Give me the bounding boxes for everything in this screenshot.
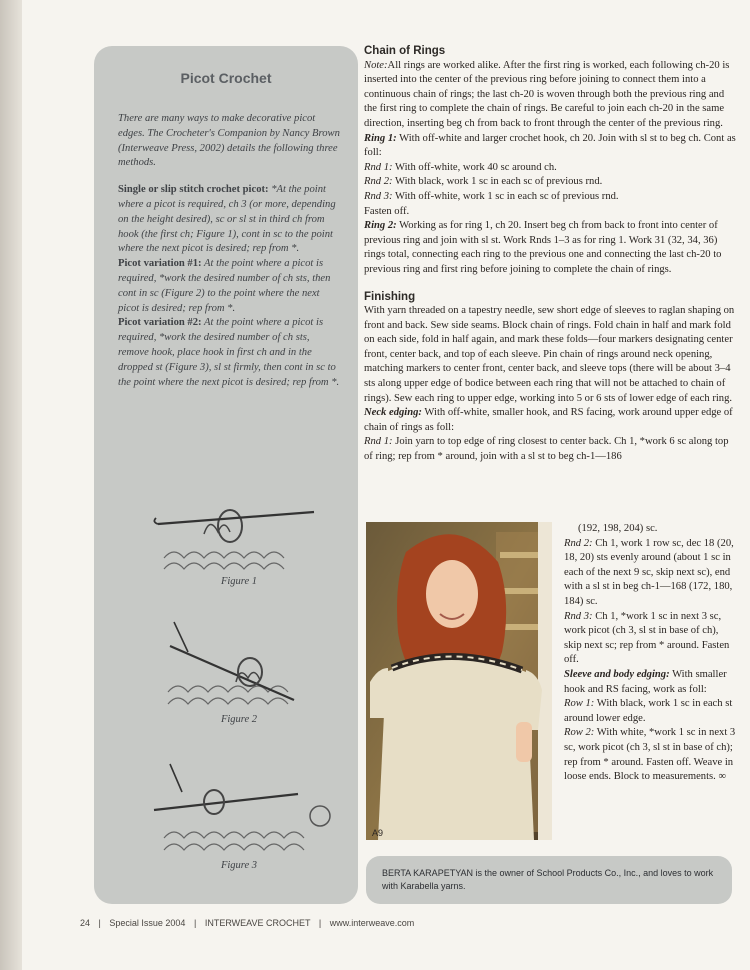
model-photo (366, 522, 552, 840)
end-mark-icon: ∞ (718, 771, 727, 783)
sidebar-intro: There are many ways to make decorative picot edges. The Crocheter's Companion by Nancy Brown (Interweave Press, 2002) details the following three methods. (118, 113, 340, 169)
figure-2-caption: Figure 2 (220, 714, 258, 725)
rnd-1-text: With off-white, work 40 sc around ch. (392, 161, 557, 173)
neck-rnd-1-text: Join yarn to top edge of ring closest to center back. Ch 1, *work 6 sc along top of ring; rep from * around, join with a sl st to beg ch-1—186 (364, 436, 729, 463)
row-2-text: With white, *work 1 sc in next 3 sc, work picot (ch 3, sl st in base of ch); rep from * around. Fasten off. Weave in loose ends. Block to measurements. (564, 727, 736, 783)
method-3-text: At the point where a picot is required, *work the desired number of ch sts, remove hook, place hook in first ch and in the dropped st (Figure 3), sl st firmly, then cont in sc to the point where the next picot is desired; rep from *. (118, 317, 340, 388)
figure-3-illustration (144, 758, 334, 858)
rnd-3 (364, 190, 738, 205)
rnd-1-label: Rnd 1: (364, 161, 393, 173)
row-1-label: Row 1: (564, 698, 595, 710)
finishing-heading: Finishing (364, 290, 416, 303)
method-1-text: *At the point where a picot is required, ch 3 (or more, depending on the height desired), sc or sl st in third ch from hook (the first ch; Figure 1), cont in sc to the point where the next picot is desired; rep from *. (118, 184, 336, 255)
sleeve-edging-label: Sleeve and body edging: (564, 668, 670, 680)
neck-rnd-2 (564, 537, 738, 610)
ring-1-text: With off-white and larger crochet hook, ch 20. Join with sl st to beg ch. Cont as foll: (364, 132, 736, 159)
neck-rnd-2-label: Rnd 2: (564, 537, 593, 549)
finishing-text: With yarn threaded on a tapestry needle, sew short edge of sleeves to raglan shaping on front and back. Sew side seams. Block chain of rings. Fold chain in half and mark fold on each side, fold in half again, and mark these folds—four markers designating center front, center back, and top of each sleeve. Pin chain of rings around neck opening, matching markers to center front, center back, and sleeve tops (there will be about 3–4 sts along upper edge of bodice between each ring that will not be attached to chain of rings). Sew each ring to upper edge, working into 5 or 6 sts of lower edge of each ring. (364, 305, 735, 404)
note-text: All rings are worked alike. After the first ring is worked, each following ch-20 is inserted into the center of the previous ring before joining to connect them into a continuous chain of rings; the last ch-20 is woven through both the previous ring and the first ring to complete the chain of rings. Be careful to join each ch-20 in the same direction, inserting beg ch from back to front through the center of the previous ring. (364, 59, 730, 129)
fasten-off: Fasten off. (364, 205, 410, 217)
figure-1-illustration (144, 494, 334, 574)
neck-rnd-1-cont: (192, 198, 204) sc. (578, 523, 658, 534)
ring-2-text: Working as for ring 1, ch 20. Insert beg ch from back to front into center of previous ring and join with sl st. Work Rnds 1–3 as for ring 1. Work 31 (32, 34, 36) rings total, connecting each ring to the previous one and connecting the last ch-20 to previous ring and first ring before joining to complete the chain of rings. (364, 220, 722, 275)
author-bio-text: BERTA KARAPETYAN is the owner of School Products Co., Inc., and loves to work with Karabella yarns. (382, 868, 714, 891)
method-3-heading: Picot variation #2: (118, 317, 202, 329)
neck-edging-text: With off-white, smaller hook, and RS facing, work around upper edge of chain of rings as foll: (364, 407, 733, 433)
rnd-2-label: Rnd 2: (364, 176, 393, 188)
row-2 (564, 726, 738, 784)
figure-1 (144, 494, 334, 587)
footer-separator: | (98, 918, 101, 928)
row-2-label: Row 2: (564, 727, 595, 739)
neck-rnd-1 (364, 435, 738, 464)
page-number: 24 (80, 918, 91, 928)
figure-3 (144, 758, 334, 871)
ring-2 (364, 219, 738, 277)
ring-2-label: Ring 2: (364, 220, 397, 232)
method-2-heading: Picot variation #1: (118, 258, 202, 270)
chain-heading: Chain of Rings (364, 45, 446, 57)
neck-edging (364, 406, 738, 435)
method-1-heading: Single or slip stitch crochet picot: (118, 184, 269, 196)
method-3 (118, 316, 340, 390)
model-photo-image (366, 522, 552, 840)
figure-3-caption: Figure 3 (220, 860, 258, 871)
method-1 (118, 183, 340, 257)
figure-1-caption: Figure 1 (220, 576, 258, 587)
note-label: Note: (364, 59, 388, 71)
ring-1-label: Ring 1: (364, 132, 397, 144)
neck-rnd-3-label: Rnd 3: (564, 610, 593, 622)
rnd-2-text: With black, work 1 sc in each sc of previous rnd. (392, 176, 603, 188)
photo-side-text (564, 522, 738, 785)
neck-rnd-1-label: Rnd 1: (364, 436, 393, 448)
neck-rnd-2-text: Ch 1, work 1 row sc, dec 18 (20, 18, 20) sts evenly around (about 1 sc in each of the next 9 sc, skip next sc), end with a sl st in beg ch-1—168 (172, 180, 184) sc. (564, 537, 734, 607)
magazine-name: INTERWEAVE CROCHET (204, 918, 311, 928)
method-2-text: At the point where a picot is required, *work the desired number of ch sts, then cont in sc (Figure 2) to the point where the next picot is desired; rep from *. (118, 258, 331, 314)
sidebar-title: Picot Crochet (180, 70, 272, 86)
ring-1 (364, 132, 738, 161)
main-column (364, 44, 738, 465)
rnd-2 (364, 175, 738, 190)
neck-edging-label: Neck edging: (364, 407, 422, 419)
row-1 (564, 697, 738, 726)
author-bio (366, 856, 732, 904)
sidebar-text (118, 112, 340, 402)
sleeve-edging-text: With smaller hook and RS facing, work as foll: (564, 668, 727, 695)
neck-rnd-3 (564, 610, 738, 668)
picot-sidebar (94, 46, 358, 904)
method-2 (118, 257, 340, 316)
footer-separator: | (318, 918, 322, 928)
photo-corner-label: A9 (372, 828, 384, 838)
rnd-3-text: With off-white, work 1 sc in each sc of previous rnd. (392, 190, 619, 202)
sleeve-edging (564, 668, 738, 697)
issue-name: Special Issue 2004 (109, 918, 186, 928)
figure-2 (144, 616, 334, 725)
row-1-text: With black, work 1 sc in each st around lower edge. (564, 698, 733, 724)
website-link[interactable]: www.interweave.com (329, 918, 415, 928)
chain-note (364, 59, 738, 132)
rnd-3-label: Rnd 3: (364, 190, 393, 202)
figure-2-illustration (144, 616, 334, 712)
page-footer (80, 918, 414, 928)
rnd-1 (364, 161, 738, 176)
neck-rnd-3-text: Ch 1, *work 1 sc in next 3 sc, work picot (ch 3, sl st in base of ch), skip next sc; rep from * around. Fasten off. (564, 610, 730, 666)
footer-separator: | (193, 918, 197, 928)
